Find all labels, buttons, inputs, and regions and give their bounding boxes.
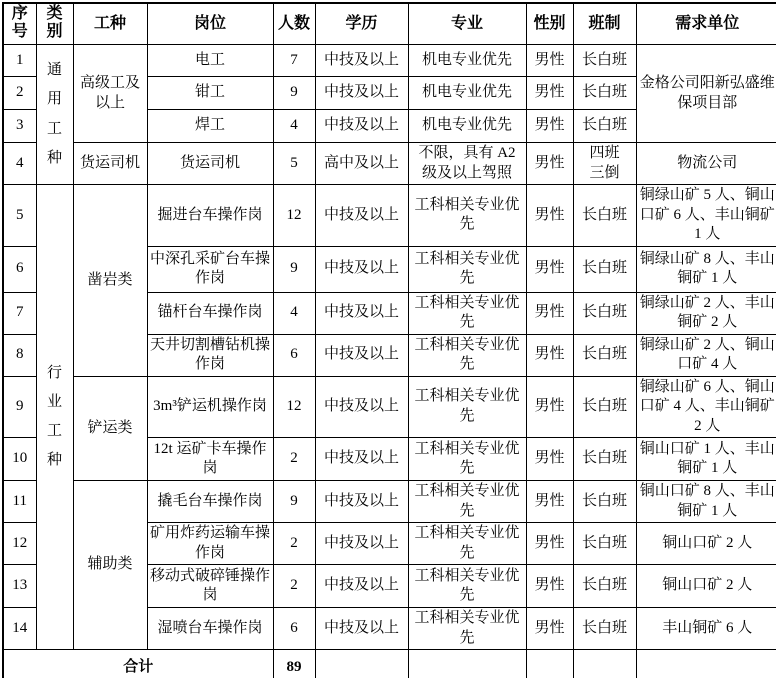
- column-header-category-label: 类别: [46, 5, 63, 41]
- cell-unit: 铜绿山矿 5 人、铜山口矿 6 人、丰山铜矿 1 人: [636, 185, 776, 247]
- total-label: 合计: [3, 650, 273, 678]
- cell-num: 3: [3, 110, 36, 143]
- total-empty-major: [408, 650, 526, 678]
- cell-position: 掘进台车操作岗: [147, 185, 273, 247]
- table-row: [3, 143, 776, 185]
- cell-gender: 男性: [526, 185, 573, 247]
- cell-major: 工科相关专业优先: [408, 481, 526, 523]
- cell-count: 12: [273, 185, 315, 247]
- column-header-major: 专业: [408, 3, 526, 45]
- table-row: [3, 185, 776, 247]
- table-row: [3, 45, 776, 77]
- cell-shift: 长白班: [573, 438, 636, 481]
- cell-count: 2: [273, 438, 315, 481]
- cell-major: 工科相关专业优先: [408, 523, 526, 565]
- cell-major: 机电专业优先: [408, 110, 526, 143]
- cell-shift: 长白班: [573, 376, 636, 438]
- cell-num: 4: [3, 143, 36, 185]
- cell-gender: 男性: [526, 376, 573, 438]
- category-vertical-text: 行业工种: [46, 364, 62, 469]
- cell-position: 中深孔采矿台车操作岗: [147, 246, 273, 292]
- cell-gender: 男性: [526, 246, 573, 292]
- cell-gender: 男性: [526, 334, 573, 376]
- cell-jobtype: 铲运类: [73, 376, 147, 481]
- cell-num: 11: [3, 481, 36, 523]
- cell-position: 电工: [147, 45, 273, 77]
- cell-position: 焊工: [147, 110, 273, 143]
- cell-num: 9: [3, 376, 36, 438]
- cell-gender: 男性: [526, 481, 573, 523]
- cell-jobtype: 高级工及以上: [73, 45, 147, 143]
- column-header-gender: 性别: [526, 3, 573, 45]
- cell-shift: 长白班: [573, 523, 636, 565]
- cell-gender: 男性: [526, 438, 573, 481]
- cell-shift: 长白班: [573, 334, 636, 376]
- cell-count: 4: [273, 110, 315, 143]
- cell-jobtype: 辅助类: [73, 481, 147, 650]
- cell-num: 12: [3, 523, 36, 565]
- cell-unit: 铜山口矿 8 人、丰山铜矿 1 人: [636, 481, 776, 523]
- cell-education: 中技及以上: [315, 608, 408, 650]
- cell-count: 6: [273, 334, 315, 376]
- cell-major: 工科相关专业优先: [408, 246, 526, 292]
- category-vertical-text: 通用工种: [46, 62, 62, 166]
- cell-count: 9: [273, 246, 315, 292]
- cell-education: 中技及以上: [315, 376, 408, 438]
- cell-num: 14: [3, 608, 36, 650]
- column-header-position: 岗位: [147, 3, 273, 45]
- cell-gender: 男性: [526, 143, 573, 185]
- total-empty-gender: [526, 650, 573, 678]
- header-row: [3, 3, 776, 45]
- cell-major: 工科相关专业优先: [408, 608, 526, 650]
- cell-education: 中技及以上: [315, 438, 408, 481]
- total-empty-unit: [636, 650, 776, 678]
- column-header-count: 人数: [273, 3, 315, 45]
- column-header-unit: 需求单位: [636, 3, 776, 45]
- cell-num: 5: [3, 185, 36, 247]
- cell-category-general: [36, 45, 73, 185]
- cell-unit: 物流公司: [636, 143, 776, 185]
- cell-shift: 长白班: [573, 77, 636, 110]
- cell-gender: 男性: [526, 523, 573, 565]
- cell-gender: 男性: [526, 45, 573, 77]
- cell-shift: 长白班: [573, 292, 636, 334]
- cell-major: 工科相关专业优先: [408, 185, 526, 247]
- cell-position: 天井切割槽钻机操作岗: [147, 334, 273, 376]
- cell-count: 12: [273, 376, 315, 438]
- cell-count: 5: [273, 143, 315, 185]
- cell-gender: 男性: [526, 110, 573, 143]
- cell-count: 2: [273, 565, 315, 608]
- cell-education: 中技及以上: [315, 77, 408, 110]
- cell-major: 机电专业优先: [408, 77, 526, 110]
- cell-num: 6: [3, 246, 36, 292]
- cell-unit: 铜山口矿 2 人: [636, 565, 776, 608]
- total-count: 89: [273, 650, 315, 678]
- cell-education: 中技及以上: [315, 246, 408, 292]
- cell-num: 8: [3, 334, 36, 376]
- cell-count: 4: [273, 292, 315, 334]
- cell-num: 1: [3, 45, 36, 77]
- cell-num: 13: [3, 565, 36, 608]
- cell-unit: 铜山口矿 2 人: [636, 523, 776, 565]
- total-empty-shift: [573, 650, 636, 678]
- total-row: [3, 650, 776, 678]
- cell-unit: 金格公司阳新弘盛维保项目部: [636, 45, 776, 143]
- cell-major: 工科相关专业优先: [408, 438, 526, 481]
- cell-num: 2: [3, 77, 36, 110]
- cell-position: 货运司机: [147, 143, 273, 185]
- cell-position: 撬毛台车操作岗: [147, 481, 273, 523]
- cell-count: 2: [273, 523, 315, 565]
- cell-education: 高中及以上: [315, 143, 408, 185]
- cell-major: 机电专业优先: [408, 45, 526, 77]
- cell-major: 工科相关专业优先: [408, 565, 526, 608]
- cell-count: 9: [273, 481, 315, 523]
- cell-education: 中技及以上: [315, 185, 408, 247]
- cell-position: 钳工: [147, 77, 273, 110]
- cell-major: 工科相关专业优先: [408, 334, 526, 376]
- cell-education: 中技及以上: [315, 523, 408, 565]
- cell-count: 6: [273, 608, 315, 650]
- cell-education: 中技及以上: [315, 334, 408, 376]
- cell-shift: 长白班: [573, 565, 636, 608]
- total-empty-education: [315, 650, 408, 678]
- cell-position: 12t 运矿卡车操作岗: [147, 438, 273, 481]
- cell-education: 中技及以上: [315, 565, 408, 608]
- cell-gender: 男性: [526, 77, 573, 110]
- cell-jobtype: 凿岩类: [73, 185, 147, 377]
- cell-gender: 男性: [526, 565, 573, 608]
- cell-education: 中技及以上: [315, 45, 408, 77]
- cell-education: 中技及以上: [315, 110, 408, 143]
- cell-unit: 丰山铜矿 6 人: [636, 608, 776, 650]
- cell-shift: [573, 143, 636, 185]
- column-header-num-label: 序号: [11, 5, 28, 41]
- cell-unit: 铜山口矿 1 人、丰山铜矿 1 人: [636, 438, 776, 481]
- cell-shift: 长白班: [573, 481, 636, 523]
- cell-position: 移动式破碎锤操作岗: [147, 565, 273, 608]
- cell-major: 不限，具有 A2 级及以上驾照: [408, 143, 526, 185]
- cell-position: 湿喷台车操作岗: [147, 608, 273, 650]
- cell-unit: 铜绿山矿 2 人、铜山口矿 4 人: [636, 334, 776, 376]
- column-header-category: [36, 3, 73, 45]
- cell-unit: 铜绿山矿 8 人、丰山铜矿 1 人: [636, 246, 776, 292]
- cell-shift: 长白班: [573, 608, 636, 650]
- cell-num: 7: [3, 292, 36, 334]
- column-header-shift: 班制: [573, 3, 636, 45]
- cell-position: 锚杆台车操作岗: [147, 292, 273, 334]
- table-row: [3, 376, 776, 438]
- cell-gender: 男性: [526, 608, 573, 650]
- shift-two-line-text: 四班三倒: [589, 145, 620, 181]
- cell-shift: 长白班: [573, 246, 636, 292]
- cell-num: 10: [3, 438, 36, 481]
- cell-major: 工科相关专业优先: [408, 292, 526, 334]
- recruitment-table: [2, 2, 776, 678]
- table-row: [3, 481, 776, 523]
- cell-count: 9: [273, 77, 315, 110]
- cell-unit: 铜绿山矿 6 人、铜山口矿 4 人、丰山铜矿 2 人: [636, 376, 776, 438]
- column-header-education: 学历: [315, 3, 408, 45]
- cell-position: 矿用炸药运输车操作岗: [147, 523, 273, 565]
- cell-unit: 铜绿山矿 2 人、丰山铜矿 2 人: [636, 292, 776, 334]
- cell-major: 工科相关专业优先: [408, 376, 526, 438]
- cell-education: 中技及以上: [315, 481, 408, 523]
- column-header-jobtype: 工种: [73, 3, 147, 45]
- cell-shift: 长白班: [573, 185, 636, 247]
- cell-gender: 男性: [526, 292, 573, 334]
- column-header-num: [3, 3, 36, 45]
- cell-category-industry: [36, 185, 73, 650]
- cell-shift: 长白班: [573, 45, 636, 77]
- cell-position: 3m³铲运机操作岗: [147, 376, 273, 438]
- cell-jobtype: 货运司机: [73, 143, 147, 185]
- cell-education: 中技及以上: [315, 292, 408, 334]
- cell-count: 7: [273, 45, 315, 77]
- cell-shift: 长白班: [573, 110, 636, 143]
